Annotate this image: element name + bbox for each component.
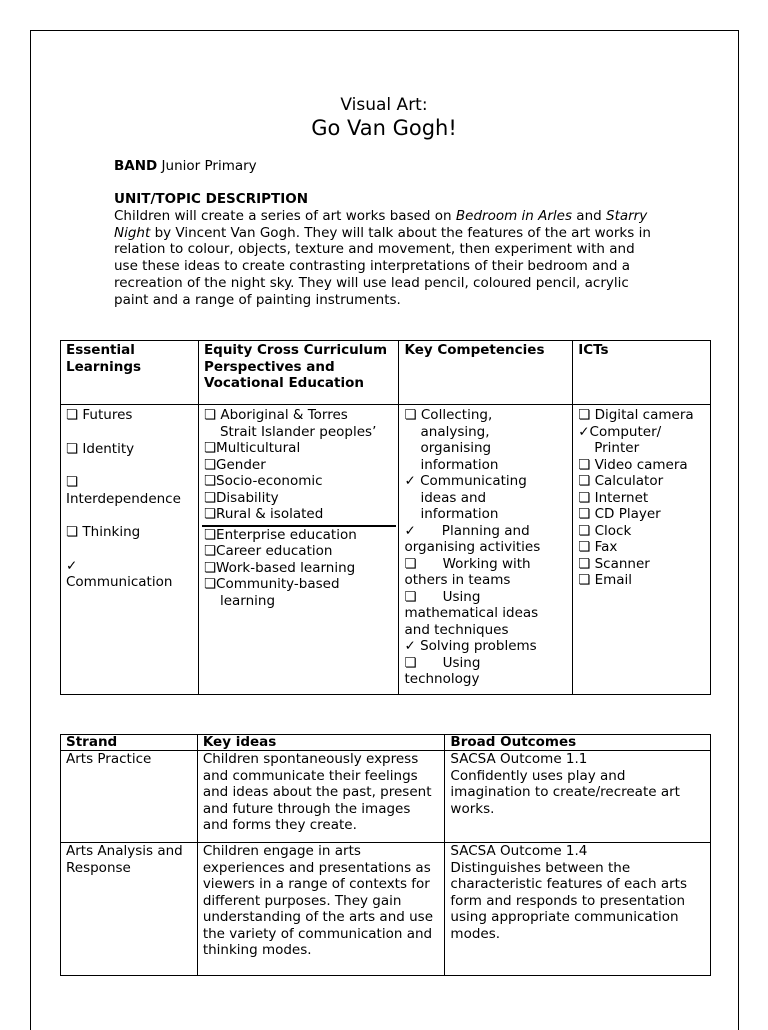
competency-item — [404, 655, 567, 672]
item-identity: ❏ Identity — [66, 440, 135, 457]
competency-label: Working with — [442, 555, 531, 572]
check-mark: ✓ — [404, 522, 416, 539]
strand-cell: Arts Analysis and Response — [61, 843, 198, 976]
header-icts: ICTs — [573, 341, 711, 405]
competency-item: information — [420, 506, 499, 522]
competency-item: technology — [404, 671, 480, 687]
competency-item: ❏ Collecting, — [404, 407, 493, 423]
competency-label: Planning and — [441, 522, 530, 539]
key-ideas-cell: Children spontaneously express and communicate their feelings and ideas about the past, present and future through the images and forms they create. — [197, 751, 445, 843]
strands-header-row — [61, 735, 711, 751]
ict-item: ❏ Calculator — [578, 473, 664, 489]
outcome-title: SACSA Outcome 1.1 — [450, 751, 588, 767]
equity-item: ❏Work-based learning — [203, 559, 356, 576]
unit-heading: UNIT/TOPIC DESCRIPTION — [114, 191, 309, 207]
outcome-cell — [445, 751, 711, 843]
outcome-title: SACSA Outcome 1.4 — [450, 843, 588, 859]
competency-item: organising — [420, 440, 492, 456]
header-key-ideas: Key ideas — [197, 735, 445, 751]
header-equity: Equity Cross Curriculum Perspectives and Vocational Education — [198, 341, 399, 405]
equity-item: ❏Gender — [203, 456, 266, 473]
title-line-2: Go Van Gogh! — [311, 116, 457, 140]
band-line — [114, 158, 257, 174]
band-label: BAND — [114, 158, 158, 174]
table-row — [61, 843, 711, 976]
competencies-body-row — [61, 405, 711, 695]
strand-cell: Arts Practice — [61, 751, 198, 843]
title-line-1: Visual Art: — [340, 95, 428, 115]
ict-item: ❏ Scanner — [578, 555, 650, 572]
competency-item — [404, 556, 567, 573]
ict-item: ❏ CD Player — [578, 506, 661, 522]
ict-item: ❏ Video camera — [578, 456, 688, 473]
item-communication-check: ✓ — [66, 557, 78, 574]
equity-item: Strait Islander peoples’ — [219, 423, 377, 440]
competency-item: ✓ Solving problems — [404, 638, 537, 654]
unit-italic-2: Starry Night — [114, 208, 648, 241]
competencies-header-row — [61, 341, 711, 405]
item-futures: ❏ Futures — [66, 407, 133, 423]
equity-item: ❏Enterprise education — [203, 526, 357, 543]
outcome-text: Confidently uses play and imagination to create/recreate art works. — [450, 767, 680, 817]
item-communication: Communication — [66, 574, 173, 590]
outcome-text: Distinguishes between the characteristic features of each arts form and responds to presentation using appropriate communication modes. — [450, 859, 687, 942]
item-thinking: ❏ Thinking — [66, 524, 141, 540]
competency-item: analysing, — [420, 423, 490, 440]
band-value: Junior Primary — [161, 158, 257, 174]
competencies-table — [60, 340, 711, 695]
competency-label: Using — [442, 588, 481, 605]
outcome-cell — [445, 843, 711, 976]
equity-item: learning — [219, 592, 276, 609]
header-strand: Strand — [61, 735, 198, 751]
checkbox-mark: ❏ — [404, 654, 417, 671]
competency-item — [404, 589, 567, 606]
competency-item: mathematical ideas — [404, 605, 539, 621]
unit-italic-1: Bedroom in Arles — [455, 208, 573, 224]
ict-item: ❏ Email — [578, 572, 633, 588]
key-ideas-cell: Children engage in arts experiences and presentations as viewers in a range of contexts for different purposes. They gain understanding of the arts and use the variety of communication and thinking modes. — [197, 843, 445, 976]
unit-text-1: Children will create a series of art works based on — [114, 208, 456, 224]
header-broad-outcomes: Broad Outcomes — [445, 735, 711, 751]
competency-item: information — [420, 456, 499, 473]
competency-item: and techniques — [404, 621, 509, 638]
ict-item: ❏ Clock — [578, 522, 632, 539]
unit-description — [114, 208, 654, 308]
equity-item: ❏Disability — [203, 489, 279, 506]
equity-item: ❏ Aboriginal & Torres — [203, 407, 348, 423]
item-interdependence: Interdependence — [66, 490, 181, 507]
equity-item: ❏Rural & isolated — [203, 506, 324, 522]
competency-label: Using — [442, 654, 481, 671]
ict-item: ❏ Internet — [578, 489, 649, 506]
ict-item: Printer — [594, 440, 640, 456]
equity-group-b — [204, 527, 394, 610]
equity-cell — [198, 405, 399, 695]
header-key-competencies: Key Competencies — [399, 341, 573, 405]
equity-item: ❏Community-based — [203, 576, 340, 592]
key-competencies-cell — [399, 405, 573, 695]
equity-item: ❏Multicultural — [203, 440, 301, 456]
strands-table — [60, 734, 711, 976]
icts-cell — [573, 405, 711, 695]
equity-item: ❏Socio-economic — [203, 473, 323, 489]
ict-item: ❏ Digital camera — [578, 407, 694, 423]
ict-item: ✓Computer/ — [578, 423, 662, 440]
essential-learnings-cell — [61, 405, 199, 695]
competency-item — [404, 523, 567, 540]
competency-item: ✓ Communicating — [404, 473, 527, 489]
checkbox-mark: ❏ — [404, 555, 417, 572]
competency-item: ideas and — [420, 489, 487, 506]
item-interdependence-box: ❏ — [66, 474, 79, 490]
equity-item: ❏Career education — [203, 543, 333, 559]
competency-item: others in teams — [404, 572, 511, 588]
unit-text-2: and — [572, 208, 606, 224]
equity-group-a — [202, 407, 397, 527]
competency-item: organising activities — [404, 539, 541, 555]
ict-item: ❏ Fax — [578, 539, 618, 555]
unit-text-3: by Vincent Van Gogh. They will talk about the features of the art works in relation to colour, objects, texture and movement, then experiment with and use these ideas to create contrasting interpretations of their bedroom and a recreation of the night sky. They will use lead pencil, coloured pencil, acrylic paint and a range of painting instruments. — [114, 224, 651, 308]
header-essential-learnings: Essential Learnings — [61, 341, 199, 405]
table-row — [61, 751, 711, 843]
checkbox-mark: ❏ — [404, 588, 417, 605]
